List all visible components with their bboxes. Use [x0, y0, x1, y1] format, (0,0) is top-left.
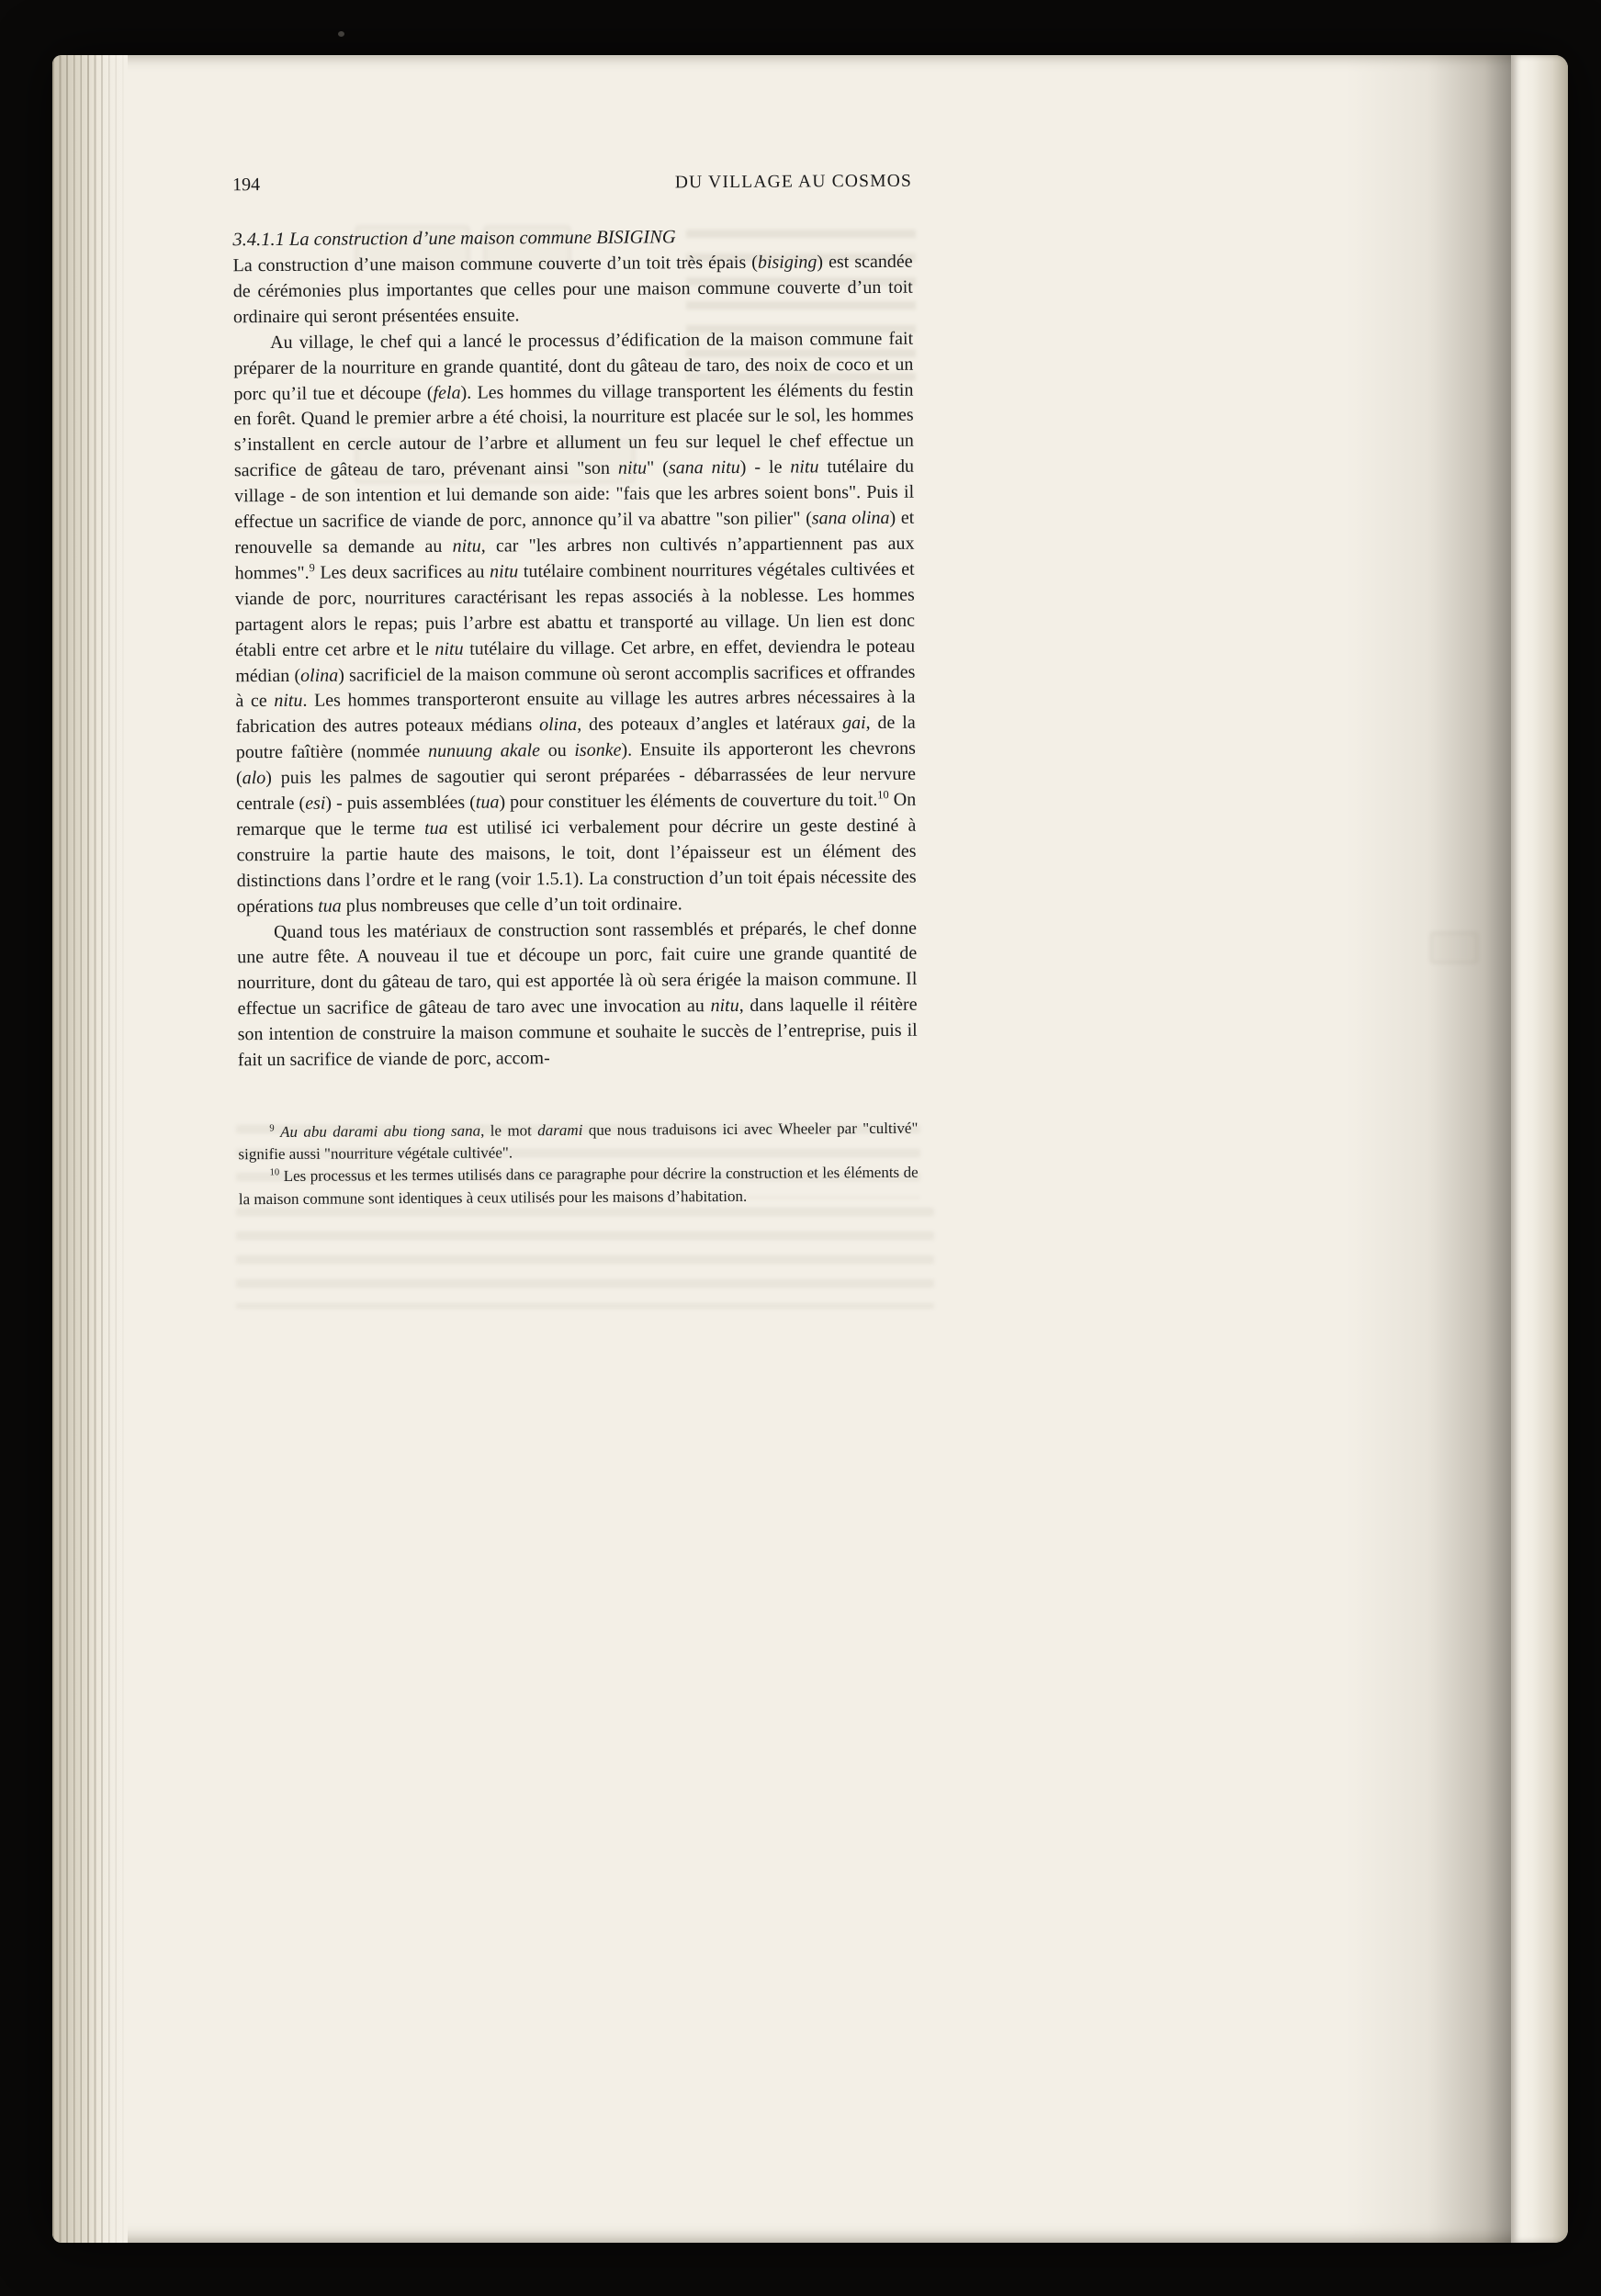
body-paragraph: La construction d’une maison commune couverte d’un toit très épais (bisiging) est scandée de cérémonies plus importantes que celles pour une maison commune couverte d’un toit ordinaire qui seront présentées ensuite. [232, 251, 913, 328]
page-content [232, 171, 919, 1210]
footnote: $^9$ Au abu darami abu tiong sana, le mot darami que nous traduisons ici avec Wheeler par "cultivé" signifie aussi "nourriture végétale cultivée". [238, 1119, 919, 1164]
facing-page-edge [1511, 55, 1568, 2243]
running-title: DU VILLAGE AU COSMOS [674, 171, 913, 193]
dust-speck [338, 31, 344, 37]
page-edge-stack [52, 55, 128, 2243]
page-gutter-shadow [1346, 55, 1511, 2243]
body-paragraph: Au village, le chef qui a lancé le processus d’édification de la maison commune fait préparer de la nourriture en grande quantité, dont du gâteau de taro, des noix de coco et un porc qu’il tue et découpe (fela). Les hommes du village transportent les éléments du festin en forêt. Quand le premier arbre a été choisi, la nourriture est placée sur le sol, les hommes s’installent en cercle autour de l’arbre et allument un feu sur lequel le chef effectue un sacrifice de gâteau de taro, prévenant ainsi "son nitu" (sana nitu) - le nitu tutélaire du village - de son intention et lui demande son aide: "fais que les arbres soient bons". Puis il effectue un sacrifice de viande de porc, annonce qu’il va abattre "son pilier" (sana olina) et renouvelle sa demande au nitu, car "les arbres non cultivés n’appartiennent pas aux hommes".$^9$ Les deux sacrifices au nitu tutélaire combinent nourritures végétales cultivées et viande de porc, nourritures caractérisant les repas associés à la noblesse. Les hommes partagent alors le repas; puis l’arbre est abattu et transporté au village. Un lien est donc établi entre cet arbre et le nitu tutélaire du village. Cet arbre, en effet, deviendra le poteau médian (olina) sacrificiel de la maison commune où seront accomplis sacrifices et offrandes à ce nitu. Les hommes transporteront ensuite au village les autres arbres nécessaires à la fabrication des autres poteaux médians olina, des poteaux d’angles et latéraux gai, de la poutre faîtière (nommée nunuung akale ou isonke). Ensuite ils apporteront les chevrons (alo) puis les palmes de sagoutier qui seront préparées - débarrassées de leur nervure centrale (esi) - puis assemblées (tua) pour constituer les éléments de couverture du toit.$^{10}$ On remarque que le terme tua est utilisé ici verbalement pour décrire un geste destiné à construire la partie haute des maisons, le toit, dont l’épaisseur est un élément des distinctions dans l’ordre et le rang (voir 1.5.1). La construction d’un toit épais nécessite des opérations tua plus nombreuses que celle d’un toit ordinaire. [233, 328, 917, 917]
page-number: 194 [232, 174, 261, 196]
showthrough-lines [236, 1208, 934, 1309]
footnotes [238, 1118, 919, 1210]
footnote: $^{10}$ Les processus et les termes utilisés dans ce paragraphe pour décrire la construction et les éléments de la maison commune sont identiques à ceux utilisés pour les maisons d’habitation. [238, 1164, 919, 1208]
section-heading: 3.4.1.1 La construction d’une maison commune BISIGING [232, 227, 676, 251]
showthrough-box [1430, 932, 1478, 963]
running-header [232, 171, 912, 197]
body-paragraph: Quand tous les matériaux de construction sont rassemblés et préparés, le chef donne une autre fête. A nouveau il tue et découpe un porc, fait cuire une grande quantité de nourriture, dont du gâteau de taro, qui est apportée là où sera érigée la maison commune. Il effectue un sacrifice de gâteau de taro avec une invocation au nitu, dans laquelle il réitère son intention de construire la maison commune et souhaite le succès de l’entreprise, puis il fait un sacrifice de viande de porc, accom- [237, 917, 918, 1071]
book-page [52, 55, 1568, 2243]
